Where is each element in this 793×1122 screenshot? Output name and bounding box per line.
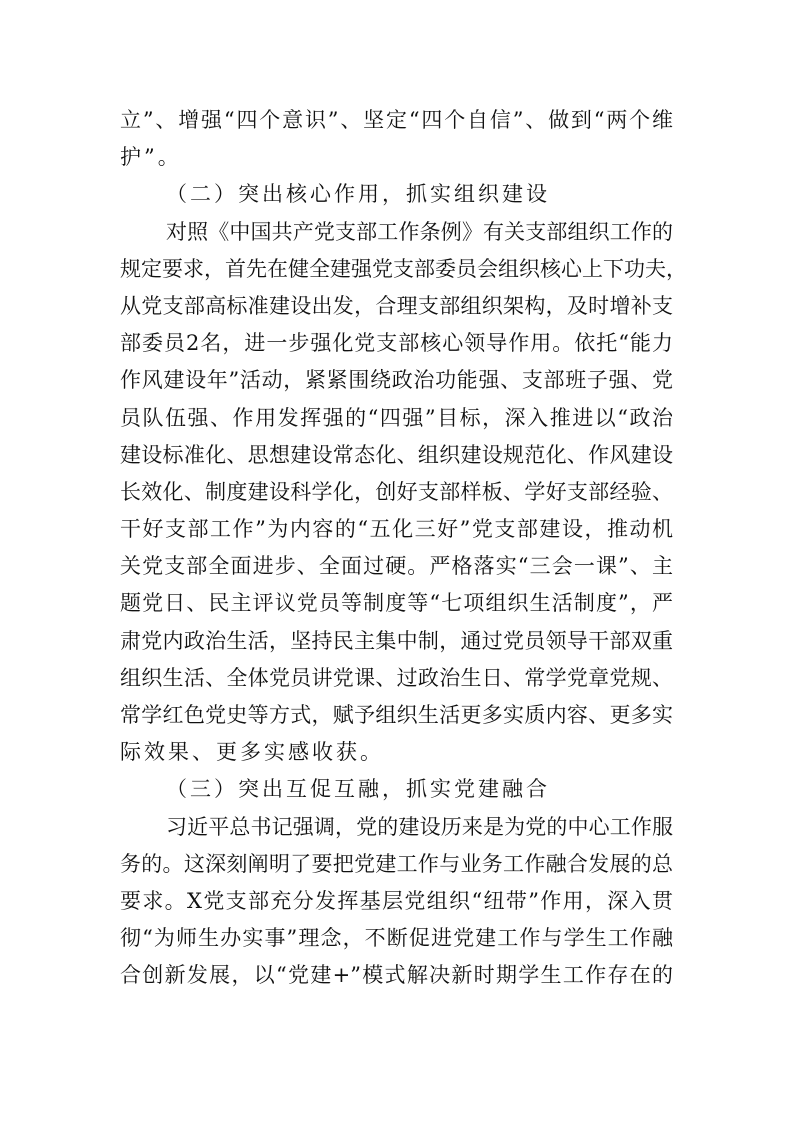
- text-line: 干好支部工作”为内容的“五化三好”党支部建设，推动机: [120, 517, 673, 542]
- text-line: 肃党内政治生活，坚持民主集中制，通过党员领导干部双重: [120, 628, 673, 653]
- text-line: 际效果、更多实感收获。: [120, 740, 384, 765]
- text-line: 员队伍强、作用发挥强的“四强”目标，深入推进以“政治: [120, 405, 673, 430]
- text-line: 常学红色党史等方式，赋予组织生活更多实质内容、更多实: [120, 703, 673, 727]
- section-heading: [120, 771, 673, 808]
- text-line: 立”、增强“四个意识”、坚定“四个自信”、做到“两个维: [120, 108, 673, 132]
- text-line: 关党支部全面进步、全面过硬。严格落实“三会一课”、主: [120, 554, 673, 579]
- text-line: （二）突出核心作用，抓实组织建设: [166, 182, 550, 207]
- text-line: 要求。X党支部充分发挥基层党组织“纽带”作用，深入贯: [120, 888, 673, 913]
- text-line: 建设标准化、思想建设常态化、组织建设规范化、作风建设: [120, 442, 673, 467]
- document-page: [120, 102, 687, 995]
- text-line: 对照《中国共产党支部工作条例》有关支部组织工作的: [166, 219, 673, 244]
- text-line: 长效化、制度建设科学化，创好支部样板、学好支部经验、: [120, 479, 673, 504]
- section-heading: [120, 176, 673, 213]
- paragraph: [120, 809, 673, 995]
- text-line: 习近平总书记强调，党的建设历来是为党的中心工作服: [166, 814, 673, 839]
- text-line: 题党日、民主评议党员等制度等“七项组织生活制度”，严: [120, 591, 673, 616]
- text-line: 组织生活、全体党员讲党课、过政治生日、常学党章党规、: [120, 665, 673, 690]
- text-line: 彻“为师生办实事”理念，不断促进党建工作与学生工作融: [120, 926, 673, 951]
- text-line: 务的。这深刻阐明了要把党建工作与业务工作融合发展的总: [120, 851, 673, 876]
- text-line: 部委员2名，进一步强化党支部核心领导作用。依托“能力: [120, 331, 673, 356]
- text-line: （三）突出互促互融，抓实党建融合: [166, 777, 550, 802]
- text-line: 从党支部高标准建设出发，合理支部组织架构，及时增补支: [120, 293, 673, 318]
- paragraph: [120, 102, 673, 176]
- text-line: 作风建设年”活动，紧紧围绕政治功能强、支部班子强、党: [120, 368, 673, 393]
- text-line: 规定要求，首先在健全建强党支部委员会组织核心上下功夫，: [120, 256, 687, 281]
- text-line: 合创新发展，以“党建+”模式解决新时期学生工作存在的: [120, 963, 673, 988]
- text-line: 护”。: [120, 145, 182, 170]
- paragraph: [120, 214, 687, 772]
